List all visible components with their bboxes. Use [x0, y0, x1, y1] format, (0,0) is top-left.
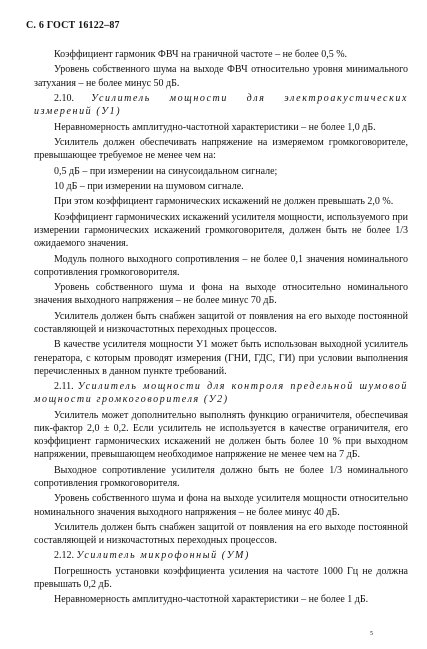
paragraph: Неравномерность амплитудно-частотной характеристики – не более 1 дБ.: [54, 594, 369, 606]
page-header: С. 6 ГОСТ 16122–87: [26, 20, 120, 31]
paragraph: Усилитель должен обеспечивать напряжение на измеряемом громкоговорителе, превышающее требуемое не менее чем на:: [34, 136, 408, 162]
paragraph: Коэффициент гармонических искажений усилителя мощности, используемого при измерении гармонических искажений громкоговорителя, должен быть не более 1/3 ожидаемого значения.: [34, 211, 408, 250]
paragraph: Модуль полного выходного сопротивления – не более 0,1 значения номинального сопротивления громкоговорителя.: [34, 253, 408, 278]
page-mark: 5: [370, 631, 373, 637]
list-item: 0,5 дБ – при измерении на синусоидальном сигнале;: [54, 165, 278, 177]
section-heading-2-11: [34, 380, 408, 406]
list-item: 10 дБ – при измерении на шумовом сигнале.: [54, 180, 244, 192]
paragraph: Уровень собственного шума и фона на выходе относительно номинального значения выходного напряжения – не более минус 70 дБ.: [34, 282, 408, 307]
section-number: 2.10.: [54, 92, 74, 104]
section-heading-2-12: [34, 549, 408, 562]
paragraph: Коэффициент гармоник ФВЧ на граничной частоте – не более 0,5 %.: [54, 49, 348, 60]
paragraph: Неравномерность амплитудно-частотной характеристики – не более 1,0 дБ.: [54, 121, 376, 133]
paragraph: Усилитель должен быть снабжен защитой от появления на его выходе постоянной составляющей и низкочастотных переходных процессов.: [34, 521, 408, 547]
paragraph: Выходное сопротивление усилителя должно быть не более 1/3 номинального сопротивления громкоговорителя.: [34, 464, 408, 489]
section-number: 2.12.: [54, 550, 74, 562]
document-body: [34, 48, 408, 609]
paragraph: Уровень собственного шума на выходе ФВЧ относительно уровня минимального затухания – не более минус 50 дБ.: [34, 64, 408, 89]
section-number: 2.11.: [54, 381, 74, 393]
section-heading-2-10: [34, 92, 408, 118]
section-title: Усилитель микрофонный (УМ): [76, 550, 250, 562]
paragraph: В качестве усилителя мощности У1 может быть использован выходной усилитель генератора, с которым проводят измерения (ГНИ, ГДС, ГИ) при условии выполнения перечисленных в данном пункте требований.: [34, 339, 408, 377]
section-title: Усилитель мощности для контроля предельной шумовой мощности громкоговорителя (У2): [34, 381, 409, 406]
paragraph: Усилитель может дополнительно выполнять функцию ограничителя, обеспечивая пик-фактор 2,0 ± 0,2. Если усилитель не используется в качестве ограничителя, его коэффициент гармонических искажений не должен быть более 10 % при выходном напряжении, превышающем необходимое напряжение не менее чем на 7 дБ.: [34, 409, 408, 461]
paragraph: Уровень собственного шума и фона на выходе усилителя мощности относительно номинального значения выходного напряжения – не более минус 40 дБ.: [34, 493, 408, 518]
paragraph: При этом коэффициент гармонических искажений не должен превышать 2,0 %.: [54, 196, 394, 208]
paragraph: Усилитель должен быть снабжен защитой от появления на его выходе постоянной составляющей и низкочастотных переходных процессов.: [34, 310, 408, 335]
section-title: Усилитель мощности для электроакустических измерений (У1): [34, 92, 408, 118]
paragraph: Погрешность установки коэффициента усиления на частоте 1000 Гц не должна превышать 0,2 дБ.: [34, 565, 408, 591]
